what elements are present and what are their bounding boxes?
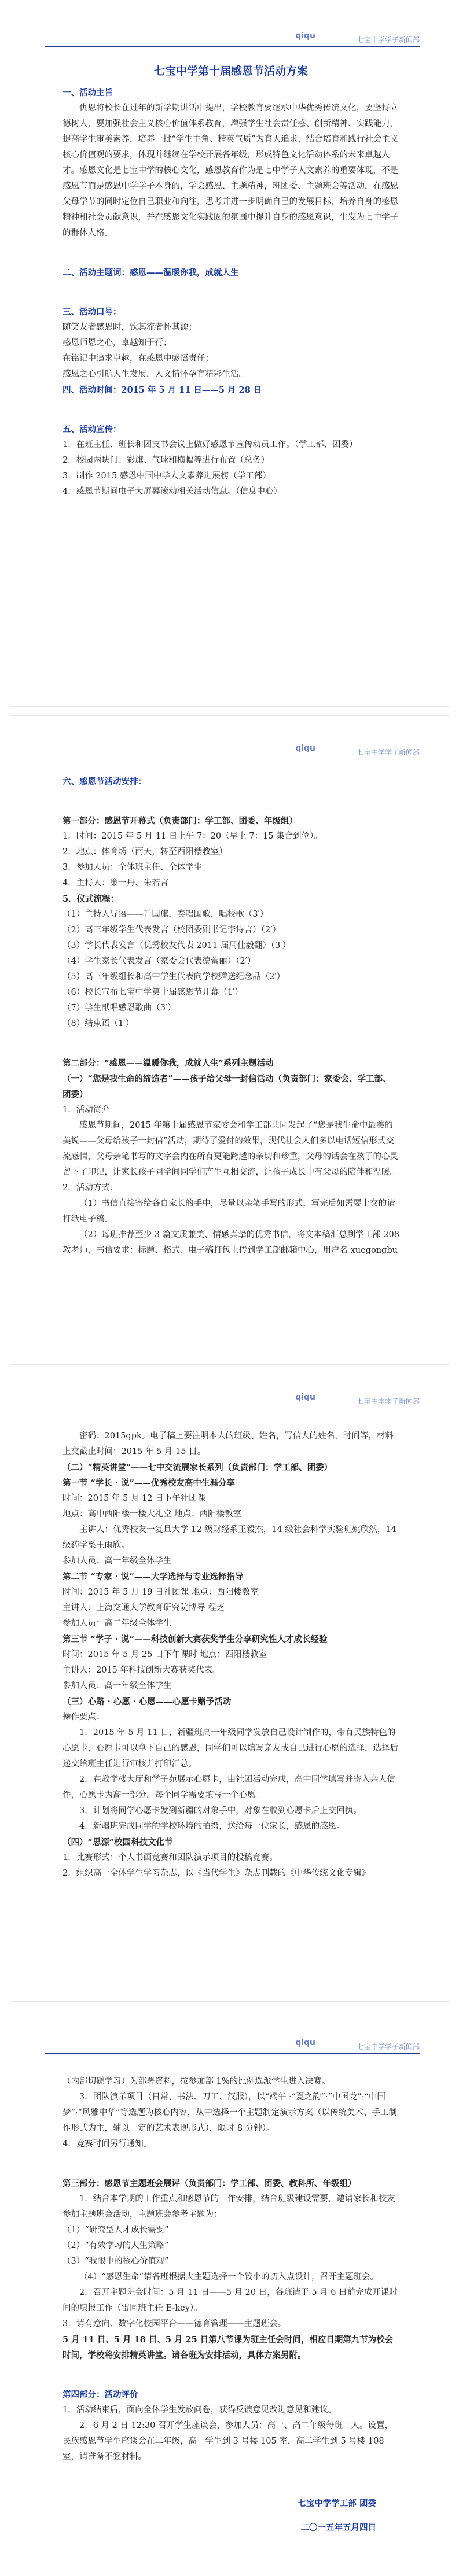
spacer [63,2372,399,2379]
paragraph: 1．比赛形式：个人书画竞赛和团队演示项目的投稿竞赛。 [63,1853,278,1862]
indented-paragraph: 2．在教学楼大厅和学子苑展示心愿卡，由社团活动完成，高中同学填写并寄入亲人信件，心愿卡为高一部分，每个同学需要填写一个心愿。 [63,1775,395,1800]
bold-line: 第三节 “学子 · 说”——科技创新大赛获奖学生分享研究性人才成长经验 [63,1634,328,1644]
page-1 [10,3,449,706]
header-school: 七宝中学学子新闻部 [357,1397,420,1405]
indented-paragraph: 1．结合本学期的工作重点和感恩节的工作安排，结合班级建设需要，邀请家长和校友参加主题班会活动，主题班会参考主题为： [63,2194,395,2219]
indented-paragraph: （1）书信直接寄给各自家长的手中，尽量以亲笔手写的形式，写完后如需要上交的请打纸电子稿。 [63,1199,395,1224]
paragraph: 感恩之心引航人生发展，人文情怀孕育精彩生活。 [63,370,247,379]
paragraph: （7）学生献唱感恩歌曲（3′） [63,1003,176,1013]
paragraph: 时间：2015 年 5 月 12 日下午社团课 [63,1494,206,1503]
paragraph: 1．活动简介 [63,1105,110,1114]
header-logo: qiqu [295,1393,315,1402]
spacer [63,250,399,257]
paragraph: 3．参加人员：全体班主任、全体学生 [63,863,203,872]
paragraph: （8）结束语（1′） [63,1019,134,1028]
indented-paragraph: 3．计划将同学心愿卡发到新疆的对象手中，对象在收到心愿卡后上交回执。 [79,1806,362,1815]
page-4 [10,2010,449,2573]
page-body [63,2074,399,2544]
header-logo: qiqu [295,2038,315,2047]
signature-line: 七宝中学学工部 团委 [298,2499,376,2508]
bold-line: （四）“思源”校园科技文化节 [63,1837,173,1847]
page-header [45,2038,420,2054]
page-3 [10,1365,449,2001]
document-title: 七宝中学第十届感恩节活动方案 [153,65,308,77]
header-logo: qiqu [295,31,315,40]
page-2 [10,716,449,1356]
header-logo: qiqu [295,744,315,753]
paragraph: （6）校长宣布七宝中学第十届感恩节开幕（1′） [63,988,243,997]
signature-line: 二〇一五年五月四日 [300,2522,376,2533]
paragraph: 地点：高中西阳楼一楼大礼堂 地点：西阳楼教室 [63,1510,242,1519]
page-body [63,774,399,1259]
paragraph: 2．活动方式： [63,1183,119,1193]
paragraph: 主讲人：上海交通大学教育研究院博导 程芝 [63,1603,225,1612]
indented-paragraph: 1．2015 年 5 月 11 日，新疆班高一年级同学发放自己设计制作的，带有民族特色的心愿卡，心愿卡可以拿下自己的感恩，同学们可以填写亲友或自己进行心愿的选择，选择后递交给班主任进行审核并打印汇总。 [63,1728,398,1769]
spacer [63,407,399,414]
paragraph: 2．校园两块门、彩旗、气球和横幅等进行布置（总务） [63,456,270,465]
bold-line: 第三部分：感恩节主题班会展评（负责部门：学工部、团委、教科所、年级组） [63,2179,357,2189]
paragraph: （1）主持人导语——升国旗，奏唱国歌，唱校歌（3′） [63,910,269,919]
paragraph: （3）学长代表发言（优秀校友代表 2011 届周佳毅翻）（3′） [63,941,291,950]
paragraph: 主讲人：2015 年科技创新大赛获奖代表。 [63,1666,221,1675]
indented-paragraph: 密码：2015gpk。电子稿上要注明本人的班级、姓名，写信人的姓名，时间等，材料上交截止时间：2015 年 5 月 15 日。 [63,1431,394,1456]
bold-line: （三）心路 · 心愿 · 心愿——心愿卡赠予活动 [63,1697,232,1707]
paragraph: 1．时间：2015 年 5 月 11 日上午 7：20（早上 7：15 集合到位）。 [63,832,322,841]
section-heading: 一、活动主旨 [63,88,113,98]
page-header [45,31,420,47]
bold-line: （二）“精英讲堂”——七中交流展家长系列（负责部门：学工部、团委） [63,1463,333,1472]
bold-line: 5．仪式流程： [63,894,119,904]
section-heading: 第四部分：活动评价 [63,2390,138,2400]
paragraph: 3．请有意向、数字化校园平台——德育管理——主题班会。 [63,2319,287,2328]
bold-line: 第二部分：“感恩——温暖你我，成就人生”系列主题活动 [63,1058,274,1068]
section-heading: 二、活动主题词：感恩——温暖你我，成就人生 [63,268,239,278]
page-header [45,1393,420,1408]
paragraph: 1．在班主任、班长和团支书会议上做好感恩节宣传动员工作。（学工部、团委） [63,440,358,449]
header-school: 七宝中学学子新闻部 [357,36,420,44]
indented-paragraph: 仇恩将校长在过年的新学期讲话中提出，学校教育要继承中华优秀传统文化，要坚持立德树人，要加强社会主义核心价值体系教育，增强学生社会责任感、创新精神、实践能力，提高学生审美素养，培养一批“学生主角、精英气质”为育人追求，结合培育和践行社会主义核心价值观的要求，体现并继续在学校开展各年级，形成特色文化活动体系的未来卓越人才。感恩文化是七宝中学的核心文化，感恩教育作为是七中学子人文素养的重要体现，不是感恩节而是感恩中学学子本身的，学会感恩、主题精神，班团委、主题班会等活动，在感恩父母学节的同时定位自己职业和向往，思考并进一步明确自己的发展目标，培养自身的感恩精神和社会贡献意识，并在感恩文化实践圈的氛围中提升自身的感恩意识，生发为七中学子的群体人格。 [63,104,399,238]
paragraph: 时间：2015 年 5 月 19 日社团课 地点：西阳楼教室 [63,1588,259,1597]
section-heading: 四、活动时间：2015 年 5 月 11 日——5 月 28 日 [63,385,262,395]
header-school: 七宝中学学子新闻部 [357,2043,420,2051]
paragraph: 随笑友者感恩时，饮其流者怀其源； [63,323,197,332]
paragraph: （2）高三年级学生代表发言（校团委副书记李诗言）（2′） [63,925,281,935]
paragraph: 参加人员：高一年级全体学生 [63,1681,172,1691]
paragraph: 3．制作 2015 感恩中国中学人文素养进展榜（学工部） [63,471,271,481]
paragraph: 2．组织高一全体学生学习杂志，以《当代学生》杂志刊载的《中华传统文化专辑》 [63,1869,370,1878]
paragraph: （5）高三年级组长和高中学生代表向学校赠送纪念品（2′） [63,972,285,981]
paragraph: 在铭记中追求卓越，在感恩中感悟责任； [63,354,214,363]
bold-line: 5 月 11 日、5 月 18 日、5 月 25 日第八节课为班主任会时间，相应日期第九节为校会时间，学校将安排精英讲堂。请各班为安排活动，具体方案另附。 [63,2335,394,2360]
indented-paragraph: 3．团队演示项目（日常、书法、刀工、汉服），以“端午 ·“夏之韵”·“中国龙”·“中国梦”·“风雅中华”等选题为核心内容，从中选择一个主题制定演示方案（以传统美术、手工制作形式为主，辅以一定的艺术表现形式），限时 8 分钟）。 [63,2092,397,2133]
header-school: 七宝中学学子新闻部 [357,748,420,756]
indented-paragraph: （4）“感恩生命”请各班根据大主题选择一个较小的切入点设计，召开主题班会。 [79,2272,379,2282]
section-heading: 五、活动宣传： [63,425,122,434]
indented-paragraph: 4．新疆班完成同学的学校环境的拍摄，送给每一位家长，感恩的感恩。 [79,1822,345,1831]
bold-line: 第一节 “学长 · 说”——优秀校友高中生涯分享 [63,1478,235,1488]
indented-paragraph: 2．6 月 2 日 12:30 召开学生座谈会，参加人员：高一、高二年级每班一人。设置，民族感恩节学生座谈会在二年级，高一学生到 3 号楼 105 室，高二学生到 5 号楼 108 室，请准备不签材料。 [63,2421,394,2461]
section-heading: 三、活动口号： [63,307,122,317]
indented-paragraph: 主讲人：优秀校友一复旦大学 12 级财经系王毅杰，14 级社会科学实验班姚欣然，14 级药学系王雨欣。 [63,1525,396,1550]
paragraph: 4．主持人：巢一丹、朱若言 [63,879,169,888]
bold-line: 第一部分：感恩节开幕式（负责部门：学工部、团委、年级组） [63,816,298,826]
bold-line: 第二节 “专家 · 说”——大学选择与专业选择指导 [63,1572,244,1582]
paragraph: 参加人员：高一年级全体学生 [63,1556,172,1566]
spacer [63,2161,399,2168]
page-body [63,61,399,500]
paragraph: 操作要点： [63,1713,105,1722]
indented-paragraph: 感恩节期间，2015 年第十届感恩节家委会和学工部共同发起了“您是我生命中最美的美说——父母给孩子一封信”活动，期待了爱付的效果，现代社会人们多以电话短信形式交流感情，父母亲笔书写的文字会内在所有更能跨越的亲切和珍重，父母的话会在孩子的心灵留下了印记，让家长孩子同学间同学们产生互相交流，让孩子成长中有父母的陪伴和温暖。 [63,1121,398,1177]
paragraph: 时间：2015 年 5 月 25 日下午课时 地点：西阳楼教室 [63,1650,267,1659]
paragraph: 4．感恩节期间电子大屏幕滚动相关活动信息。（信息中心） [63,487,282,496]
paragraph: （4）学生家长代表发言（家委会代表德蕾丽）（2′） [63,957,256,966]
paragraph: （3）“我眼中的核心价值观” [63,2257,169,2266]
page-body [63,1429,399,1881]
paragraph: （1）“研究型人才成长需要” [63,2226,169,2235]
paragraph: 1．活动结束后，面向全体学生发放问卷，获得反馈意见改进意见和建议。 [63,2405,337,2415]
paragraph: （2）“有效学习的人生策略” [63,2241,169,2250]
spacer [63,1040,399,1047]
page-header [45,744,420,759]
paragraph: （内部切磋学习）为部署资料，按参加部 1%的比例选派学生进入决赛。 [63,2077,331,2086]
paragraph: 2．地点：体育场（雨天，转至西阳楼教室） [63,847,227,857]
indented-paragraph: 2．召开主题班会时间：5 月 11 日——5 月 20 日，各班请于 5 月 6 日前完成开课时间的填报工作（雷同班主任 E-key）。 [63,2288,398,2313]
spacer [63,2474,399,2488]
section-heading: 六、感恩节活动安排： [63,777,146,787]
bold-line: （一）“您是我生命的缔造者”——孩子给父母一封信活动（负责部门：家委会、学工部、团委） [63,1074,391,1099]
spacer [63,798,399,805]
spacer [63,289,399,296]
paragraph: 感恩师恩之心，卓越知于行； [63,338,172,348]
indented-paragraph: （2）每班推荐至少 3 篇文质兼美、情感真挚的优秀书信，将文本稿汇总到学工部 208 教老师，书信要求：标题、格式、电子稿打包上传到学工部邮箱中心，用户名 xuegongbu [63,1230,399,1255]
paragraph: 参加人员：高二年级全体学生 [63,1619,172,1628]
paragraph: 4．竞赛时间另行通知。 [63,2139,152,2149]
